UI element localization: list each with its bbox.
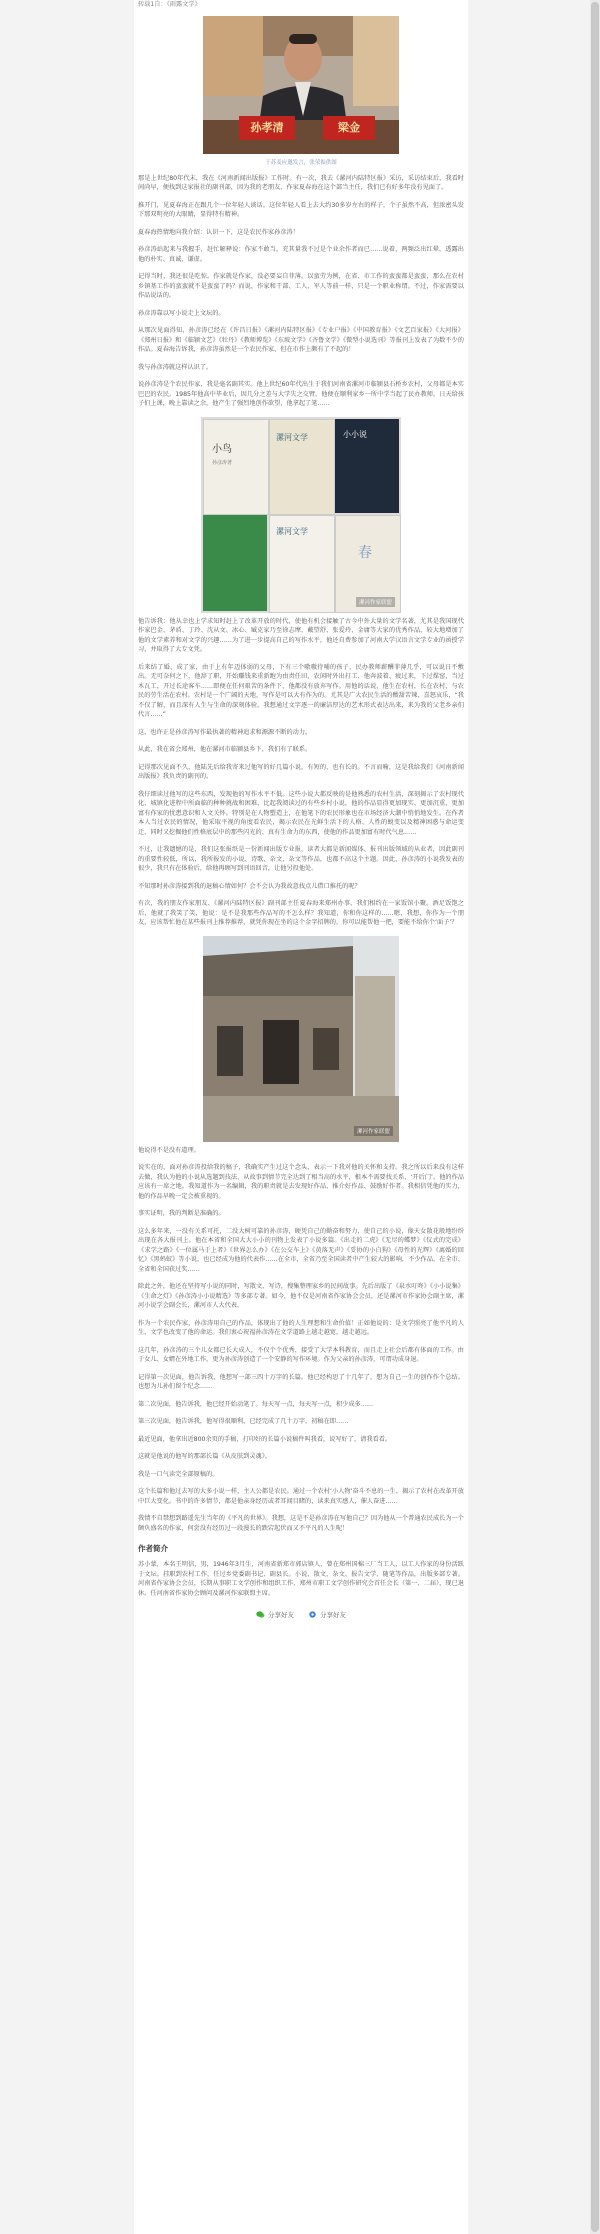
author-heading: 作者简介 [138,1544,168,1553]
share-wechat-label: 分享好友 [268,1611,294,1619]
book-cover [203,515,267,611]
paragraph: 最近见面，他拿出近800余页的手稿，打印好的长篇小说稿件叫我看，说写好了，请我看看。 [138,1435,392,1443]
scrollbar-thumb[interactable] [591,2,599,2232]
share-moments-label: 分享好友 [320,1611,346,1619]
paragraph: 这么多年来，一没有关系可托，二没大树可靠的孙彦涛，硬凭自己的勤奋和努力，使自己的小说，像天女散花般地纷纷出现在各大报刊上。他在本省和全国大大小小的刊物上发表了小说多篇。《出走的二虎》《无尽的蝶梦》《仪式的完成》《求学之路》《一位属马于上者》《世界怎么办》《在公交车上》《黄落无声》《妥协的小白狗》《母性的光辉》《离婚的回忆》《黑蚂蚁》等小说，也已经成为他的代表作……在全市，全省乃至全国读者中产生较大的影响，不少作品，在全市、全省和全国获过奖…… [138,1227,464,1273]
paragraph: 记得当时，我还很是吃惊。作家就是作家，没必要妄自菲薄。以蛮劳为例，在省、市工作的蛮蛮都是蛮蛮，那么在农村乡镇基工作的蛮蛮就不是蛮蛮了吗？而说，作家和干部、工人、军人等前一样，只是一个职业称谓。不过，作家需要以作品说话的。 [138,273,464,299]
village-photo-image [203,936,399,1142]
photo-watermark: 漯河作家联盟 [354,1126,393,1136]
photo-caption: 于苏麦应邀发言，张荣振供图 [265,159,337,166]
paragraph: 这就是他说的他写的那部长篇《从皮肤到灵魂》。 [138,1453,272,1460]
book-title: 小鸟 [212,443,232,455]
article-column [134,0,468,2234]
paragraph: 推开门，见夏春海正在跟几个一位年轻人谈话。这位年轻人看上去大约30多岁左右的样子，个子虽然不高，但浓密头发下那双明亮的大眼睛，显得特有精神。 [138,201,464,218]
paragraph: 说实在的，面对孙彦涛投给我的稿子，我确实产生过这个念头，表示一下我对他的关怀和支持。我之所以后来没有这样去做，我认为他的小说从选题到技法、从故事到情节完全达到了相当高的水平，根本不需要找关系、‘开后门’。他的作品应该有一席之地。我知道作为一名编辑，我的职责就是去发现好作品、推介好作品、鼓励好作者。我相信凭他的实力，他的作品早晚一定会被重视的。 [138,1164,464,1200]
paragraph: 第三次见面，他告诉我，他写得很顺利，已经完成了几十万字，初稿在即…… [138,1418,349,1425]
paragraph: 不知那时孙彦涛接到我的退稿心情如何？会不会认为我故意找点儿借口推托的呢？ [138,882,361,890]
paragraph: 事实证明，我的判断是准确的。 [138,1210,225,1217]
author-photo [203,16,399,154]
paragraph: 不过，让我遗憾的是，我们这张报纸是一份新闻出版专业报，读者大都是新闻媒体、报刊出版领域的从业者，因此副刊的重要性较低，所以，我所报发的小说、诗歌、杂文、杂文等作品，也都不高这个主题。因此，孙彦涛的小说我发表的很少，我只有在体验后，给他再顾写到刊语回音，让他另投他处。 [138,846,464,872]
book-title: 漯河文学 [276,432,308,442]
paragraph: 我与孙彦涛就这样认识了。 [138,363,213,371]
moments-icon [308,1611,317,1618]
books-photo [201,417,401,613]
book-cover [269,515,335,613]
paragraph: 我情不自禁想到路遥先生当年的《平凡的世界》。我想，这是不是孙彦涛在写他自己？因为他从一个普通农民成长为一个颇负盛名的作家，何尝没有经历过一段漫长的跌宕起伏而又不平凡的人生呢！ [138,1515,464,1532]
paragraph: 他告诉我：他从幸也上学求知时赶上了改革开放的时代，使他有机会接触了古今中外大量的文学名著，尤其是我国现代作家巴金、茅盾、丁玲、沈从文、冰心、臧克家乃至徐志摩、戴望舒、张爱玲、金庸等大家的优秀作品，较大地增加了他的文学素养和对文学的兴趣……为了进一步提高自己的写作水平，他还自费参加了河南大学汉语言文学专业的函授学习，并取得了大专文凭。 [138,617,464,653]
nameplate-right: 梁金 [338,120,360,134]
book-title: 春 [358,544,372,561]
paragraph: 这个长篇和他过去写的大多小说一样，主人公都是农民。通过一个农村‘小人物’奋斗不息的一生，揭示了农村在改革开放中巨大变化。书中的许多情节，都是他亲身经历或者耳闻目睹的，读来真实感人，催人奋进…… [138,1488,464,1505]
source-line: 转载1自：《雨露文学》 [138,1,201,8]
book-cover [269,419,335,515]
paragraph: 记得第一次见面，他告诉我，他想写一部三四十万字的长篇。他已经构思了十几年了，想为自己一生的创作作个总结。也想为儿孙们留个纪念…… [138,1373,464,1390]
author-bio: 苏小蒙，本名王明信，男，1946年3月生，河南省新郑市郭店镇人，曾在郑州国棉三厂当工人，以工人作家的身份活跃于文坛。挂职到农村工作，任过乡党委副书记、副县长。小说、散文、杂文、报告文学、随笔等作品，出版多部专著。河南省作家协会会员，长期从事职工文学创作和组织工作，郑州市职工文学创作研究会首任会长（第一、二届），现已退休。任河南省作家协会顾问及漯河作家联盟主席。 [138,1561,464,1597]
paragraph: 我是一口气读完全部原稿的。 [138,1470,219,1478]
paragraph: 作为一个农民作家，孙彦涛用自己的作品，体现出了他的人生理想和生命价值！正如他说的：是文学照亮了他平凡的人生，文学也改变了他的命运。我们衷心祝福孙彦涛在文学道路上越走越宽，越走越远。 [138,1319,464,1336]
paragraph: 从那次见面得知，孙彦涛已经在《许昌日报》《漯河内陆特区报》《专业户报》《中国教育报》《文艺百家报》《大河报》《郑州日报》和《临颍文艺》《牡丹》《教师博览》《东坡文学》《齐鲁文学》《微型小说选刊》等报刊上发表了为数不少的作品。夏春海告诉我，孙彦涛虽然是一个农民作家，但在市作上颇有了不起的！ [138,327,464,353]
book-cover [335,419,399,513]
paragraph: 那是上世纪80年代末，我在《河南新闻出版报》工作时。有一次，我去《漯河内陆特区报》采访，采访结束后，我看时间尚早，便找到这家报社的副刊部，因为我的老朋友、作家夏春海在这个部当主任，我们已有好多年没有见面了。 [138,174,464,191]
paragraph: 孙彦涛靠以写小说走上文坛的。 [138,309,225,317]
paragraph: 有次，我的朋友作家朋友、《漯河内陆特区报》副刊部主任夏春海来郑州办事，我们相约在一家饭馆小聚。酒足饭饱之后，他就了我笑了笑，他说：是不是我那些作品写的不怎么样？我知道，你和你这样的……嗯，我想，你作为一个朋友，应该帮忙他在某些报刊上推荐推荐，就凭你现在坐的这个金字招牌的，你可以能帮他一把，要能不给你个‘面子’？ [138,900,464,926]
book-title: 小小说 [343,429,367,439]
share-wechat-button[interactable] [256,1610,294,1619]
nameplate-left: 孙孝清 [250,120,284,134]
paragraph: 我仔细读过他写的这些东西，发现他的写作水平不低。这些小说大都反映的是他熟悉的农村生活，深刻揭示了农村现代化、城镇化进程中所面临的种种挑战和困难，比起我阅读过的有些乡村小说，他的作品显得更加现实、更加沉重，更加富有作家的忧患意识和人文关怀。特别是在人物塑造上，在他笔下的农民形象也在市场经济大潮中悄悄地发生。在作者本人当过农民的情况，他采取平视的角度看农民，揭示农民在光鲜生活下的人格、人性的蜕变以及精神困惑与命运变迁，同时又挖掘他们性格底层中的那些闪光的、真有生命力的东西，使他的作品更加富有时代气息…… [138,790,464,836]
paragraph: 后来结了婚、成了家，由于上有年迈体弱的父母，下有三个嗷嗷待哺的孩子，民办教师薪酬菲薄几乎，可以说日不敷出。无可奈何之下，他辞了职，开始赚钱来重新跑为由责任田，农闲时外出打工、他奔波着、疲过来，下过煤窑，当过木瓦工，开过长途客车……即便在任何艰苦的条件下，他都没有放弃写作。用他的话说，他生在农村，长在农村，与农民的劳生活在农村。农村是一个广阔的天地，写作是可以大有作为的。尤其是广大农民生活的酸甜苦辣、喜怒哀乐，“我不仅了解，而且深有人生与生命的深刻体验。我想通过文字逐一的廉洁厚达的艺术形式表达出来，来为我的父老乡亲们代言……” [138,663,464,718]
paragraph: 说孙彦涛是个农民作家，我是毫名副其实。他上世纪60年代出生于我们河南省漯河市临颍县石桥乡农村，父母都是本实巴巴的农民。1985年他高中毕业后，因几分之差与大学失之交臂，他便在顺利家乡一所中学当起了民办教师，日天给孩子们上课，晚上靠读之余，他产生了强烈地创作欲望，他拿起了笔…… [138,381,464,407]
paragraph: 记得那次见面不久，他陆先后给我寄来过他写的好几篇小说，有短的，也有长的。不言而喻，这是我给我们《河南新闻出版报》我负责的副刊的。 [138,763,464,780]
share-bar [134,1610,468,1619]
paragraph: 这，也许正是孙彦涛写作最执著的精神追求和源源不断的动力。 [138,728,312,736]
scrollbar[interactable] [590,0,600,2234]
paragraph: 第二次见面，他告诉我，他已经开始动笔了。每天写一点，每天写一点，积少成多…… [138,1400,374,1408]
book-cover [203,419,269,515]
paragraph: 他说得不是没有道理。 [138,1146,200,1154]
wechat-icon [256,1611,265,1618]
paragraph: 孙彦涛站起来与我握手，赶忙解释说：作家不敢当，充其量我不过是个业余作者而已……说着，两频泛出红晕，透露出他的朴实、真诚、谦虚。 [138,246,464,263]
share-moments-button[interactable] [308,1610,346,1619]
article-content [134,0,468,1619]
paragraph: 夏春海热情地向我介绍：认识一下，这是农民作家孙彦涛！ [138,228,299,236]
paragraph: 从此，我在省会郑州，他在漯河市临颍县乡下，我们有了联系。 [138,746,312,753]
book-subtitle: 孙彦涛著 [212,459,233,466]
book-title: 漯河文学 [276,526,308,536]
photo-watermark: 漯河作家联盟 [356,597,395,607]
village-photo [203,936,399,1142]
paragraph: 除此之外，他还在坚持写小说的同时，写散文、写诗，搜集整理家乡的民间故事。先后出版了《泉水叮咚》《小小说集》《生命之灯》《孙彦涛小小说精选》等多部专著。如今，他不仅是河南省作家协会会员，还是漯河市作家协会副主席，漯河小说学会副会长，漯河市人大代表。 [138,1283,464,1309]
paragraph: 这几年，孙彦涛的三个儿女都已长大成人，不仅个个优秀，接受了大学本科教育，而且走上社会后都有体面的工作。由于女儿、女婿在外地工作，更为孙彦涛创造了一个安静的写作环境。作为父亲的孙彦涛，可谓功成身退。 [138,1346,464,1363]
